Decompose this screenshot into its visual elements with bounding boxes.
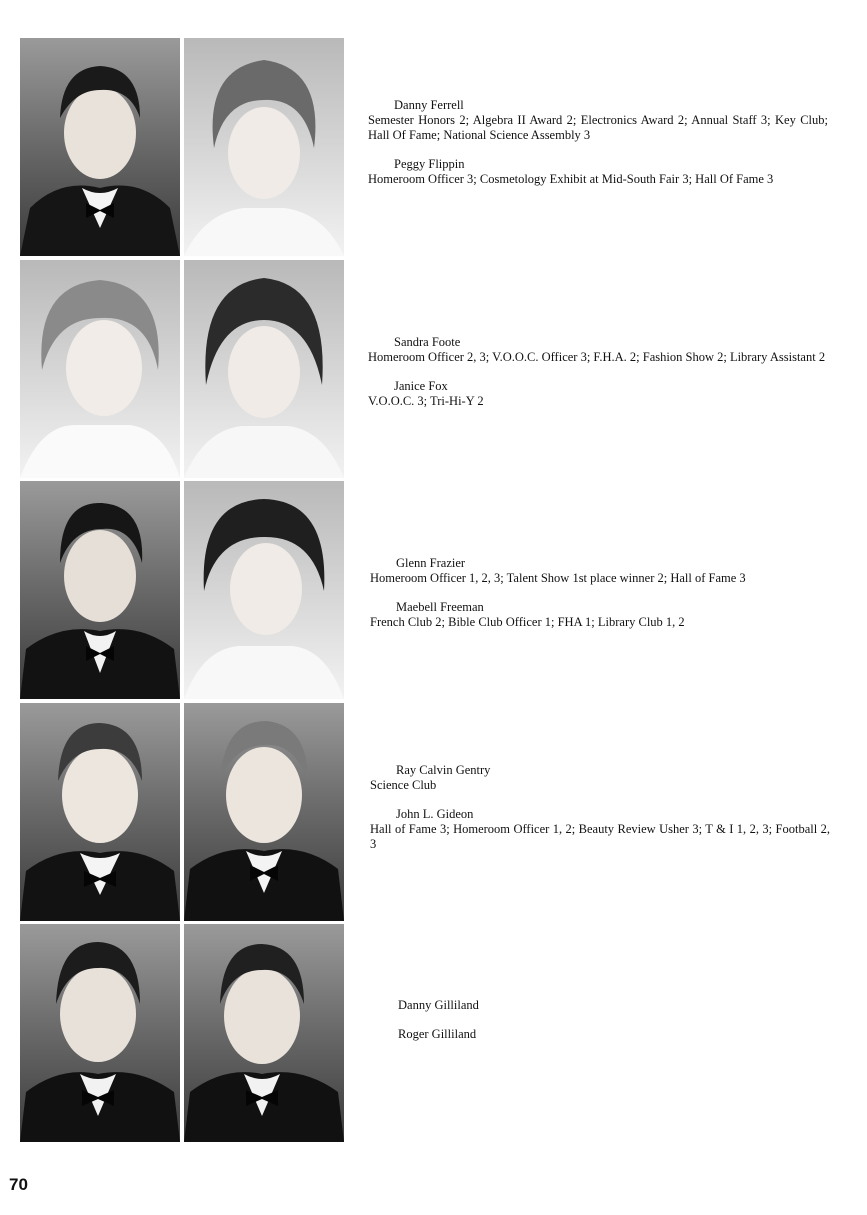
portrait-glenn-frazier	[20, 481, 180, 699]
student-name: Ray Calvin Gentry	[396, 763, 491, 777]
student-activities: V.O.O.C. 3; Tri-Hi-Y 2	[368, 394, 484, 408]
student-name: Glenn Frazier	[396, 556, 466, 570]
student-name: Sandra Foote	[394, 335, 461, 349]
portrait-roger-gilliland	[184, 924, 344, 1142]
portrait-danny-gilliland	[20, 924, 180, 1142]
student-activities: Hall of Fame 3; Homeroom Officer 1, 2; Beauty Review Usher 3; T & I 1, 2, 3; Football 2, 3	[370, 822, 830, 851]
caption-block	[372, 998, 832, 1042]
portrait-peggy-flippin	[184, 38, 344, 256]
page-number: 70	[9, 1175, 28, 1194]
caption-block	[370, 763, 830, 852]
student-activities: Homeroom Officer 2, 3; V.O.O.C. Officer 3; F.H.A. 2; Fashion Show 2; Library Assistant 2	[368, 350, 826, 364]
caption-block	[368, 98, 828, 187]
student-name: Danny Ferrell	[394, 98, 464, 112]
portrait-john-l-gideon	[184, 703, 344, 921]
caption-block	[370, 556, 830, 630]
student-name: Danny Gilliland	[398, 998, 479, 1012]
portrait-ray-calvin-gentry	[20, 703, 180, 921]
student-name: Peggy Flippin	[394, 157, 465, 171]
student-activities: Semester Honors 2; Algebra II Award 2; Electronics Award 2; Annual Staff 3; Key Club; Hall Of Fame; National Science Assembly 3	[368, 113, 828, 142]
student-name: John L. Gideon	[396, 807, 474, 821]
caption-block	[368, 335, 828, 409]
student-activities: Homeroom Officer 1, 2, 3; Talent Show 1st place winner 2; Hall of Fame 3	[370, 571, 746, 585]
student-activities: Homeroom Officer 3; Cosmetology Exhibit at Mid-South Fair 3; Hall Of Fame 3	[368, 172, 774, 186]
portrait-sandra-foote	[20, 260, 180, 478]
student-name: Roger Gilliland	[398, 1027, 477, 1041]
student-name: Maebell Freeman	[396, 600, 484, 614]
portrait-janice-fox	[184, 260, 344, 478]
portrait-maebell-freeman	[184, 481, 344, 699]
portrait-danny-ferrell	[20, 38, 180, 256]
student-activities: Science Club	[370, 778, 437, 792]
student-activities: French Club 2; Bible Club Officer 1; FHA 1; Library Club 1, 2	[370, 615, 685, 629]
student-name: Janice Fox	[394, 379, 448, 393]
